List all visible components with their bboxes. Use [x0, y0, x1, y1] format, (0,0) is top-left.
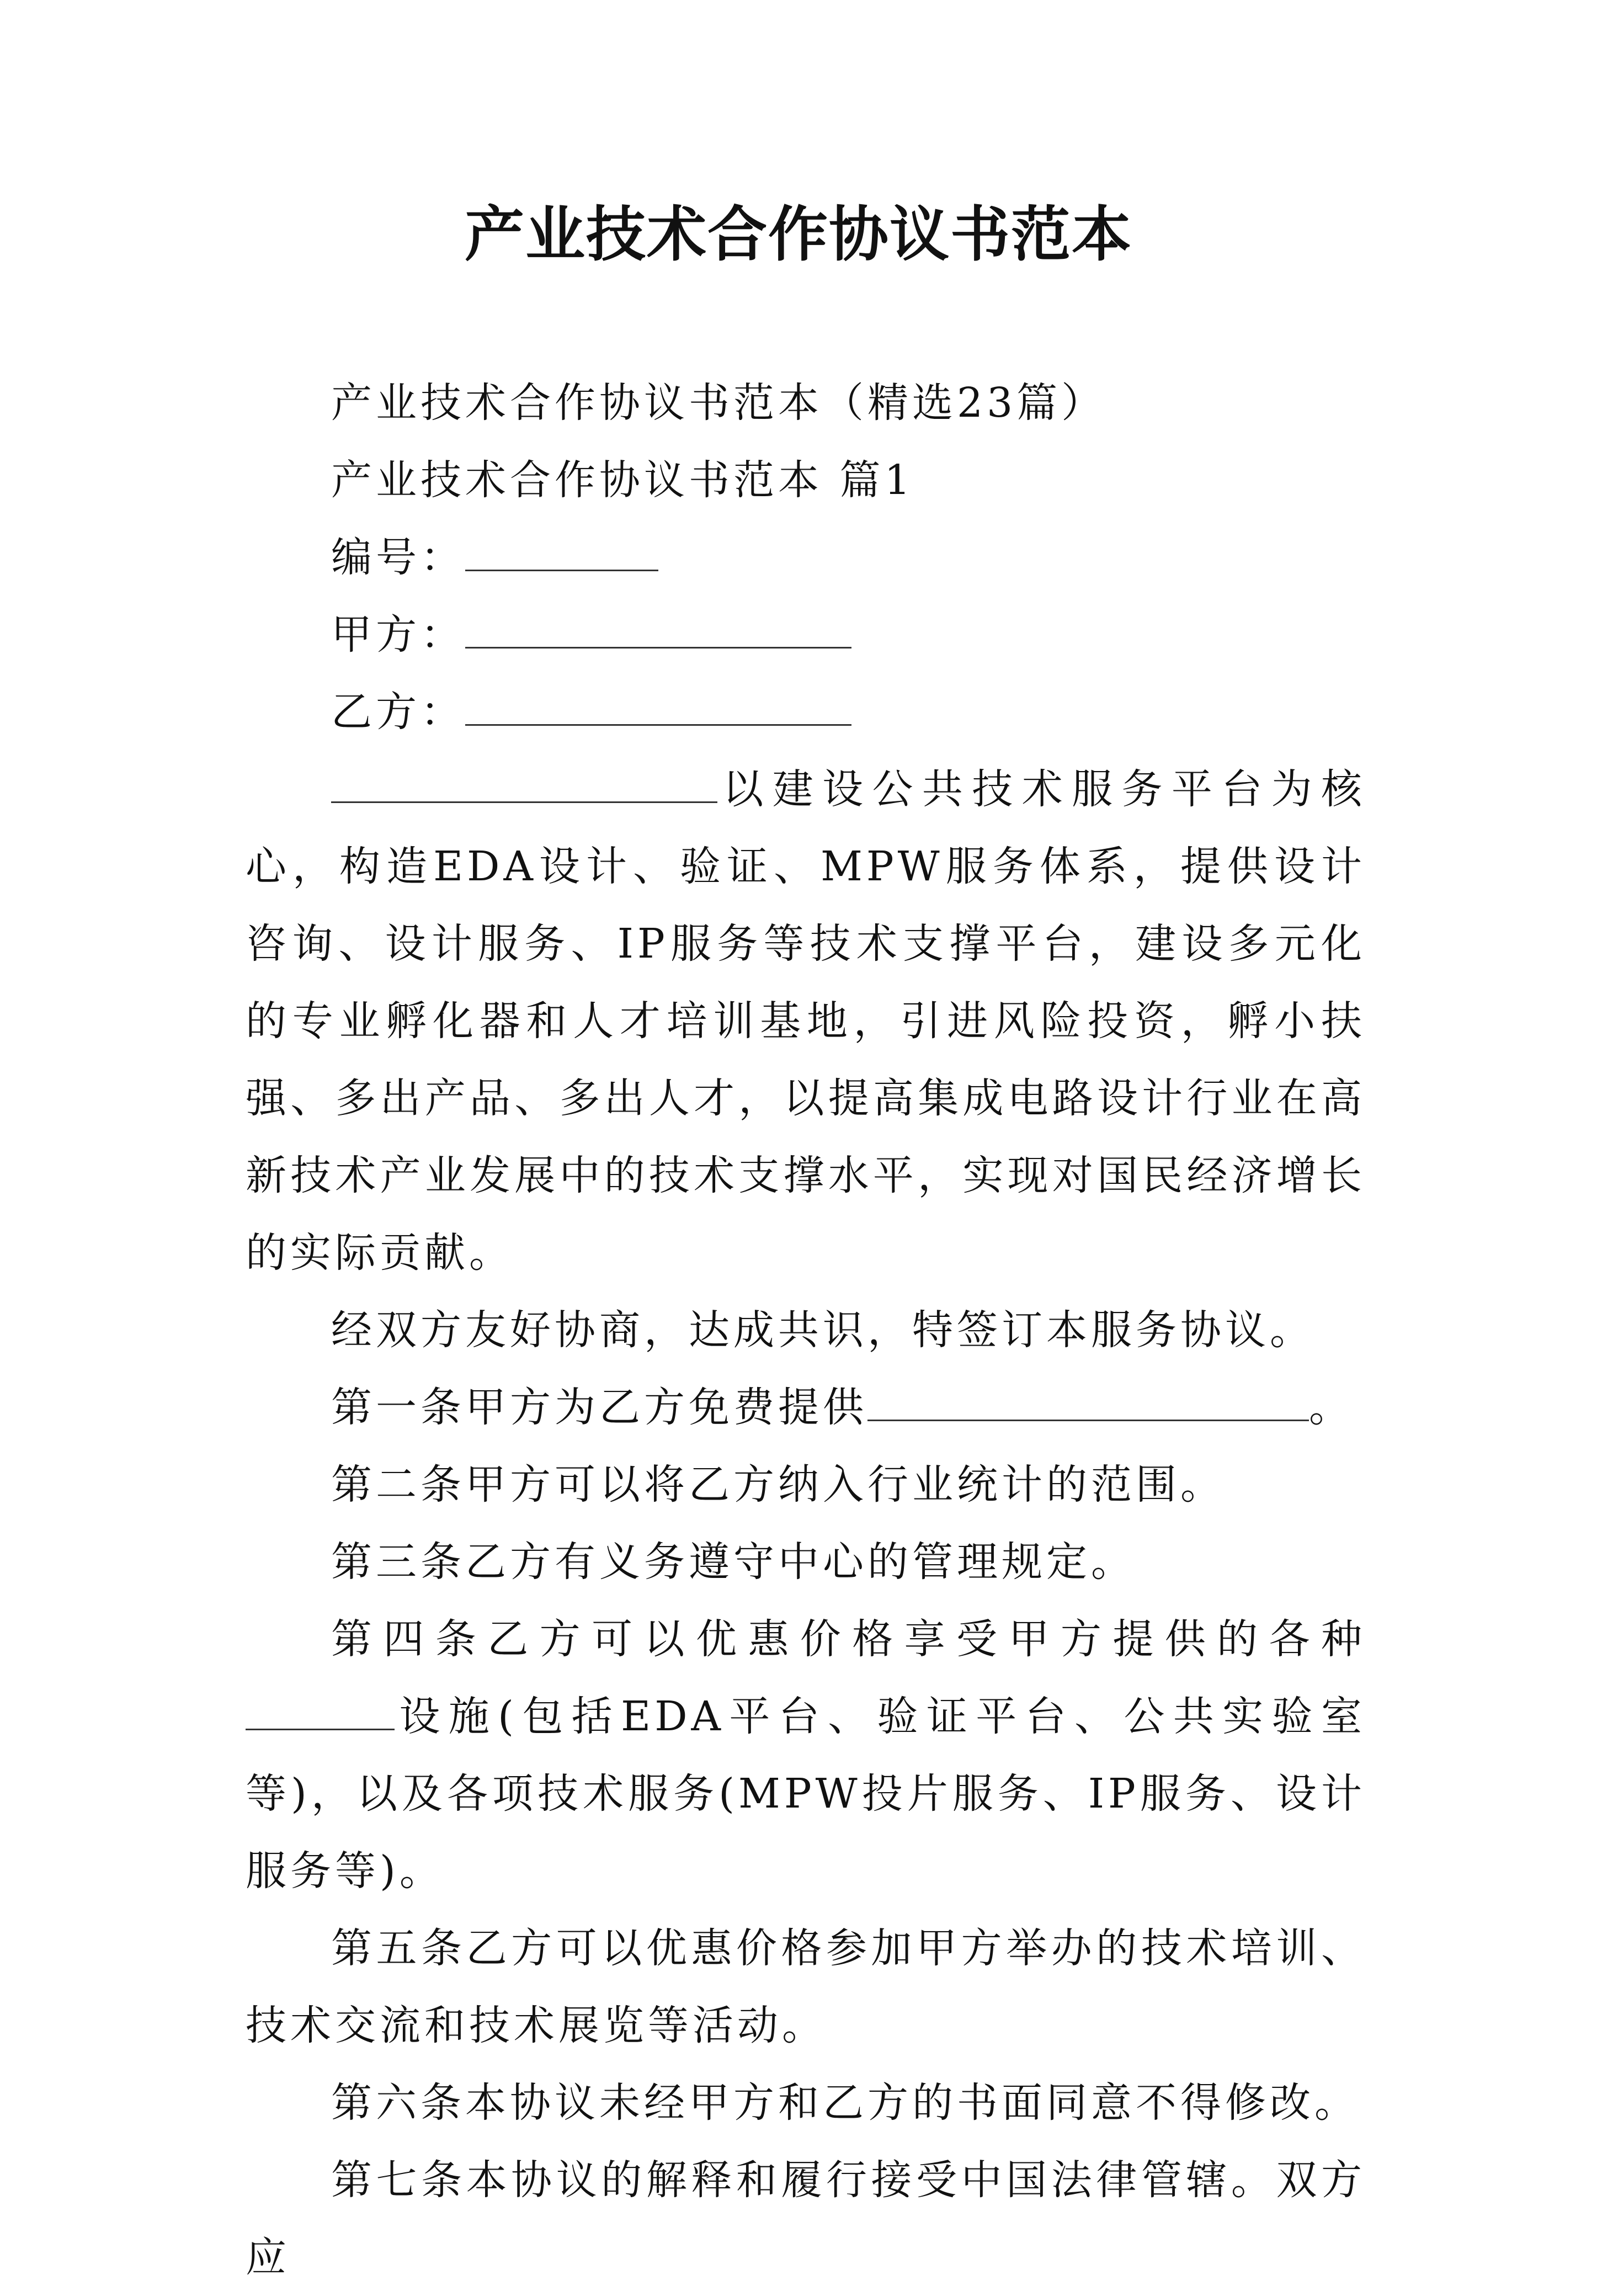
- consensus-paragraph: 经双方友好协商，达成共识，特签订本服务协议。: [331, 1306, 1314, 1354]
- article-4: [246, 1601, 1366, 1910]
- article-1: [246, 1369, 1366, 1446]
- number-label: 编号：: [331, 534, 465, 581]
- article-7: 第七条本协议的解释和履行接受中国法律管辖。双方应: [246, 2156, 1366, 2281]
- article-3: 第三条乙方有义务遵守中心的管理规定。: [331, 1538, 1136, 1586]
- number-field: [246, 519, 1366, 596]
- party-a-label: 甲方：: [331, 611, 465, 658]
- number-blank: [465, 535, 658, 571]
- subtitle: 产业技术合作协议书范本（精选23篇）: [331, 379, 1106, 427]
- article-2: 第二条甲方可以将乙方纳入行业统计的范围。: [331, 1461, 1225, 1508]
- document-title: 产业技术合作协议书范本: [464, 200, 1132, 269]
- section-heading: 产业技术合作协议书范本 篇1: [331, 456, 914, 504]
- article-4-blank: [246, 1694, 395, 1730]
- article-1-end: 。: [1309, 1384, 1354, 1431]
- article-4-rest: 设施(包括EDA平台、验证平台、公共实验室等)，以及各项技术服务(MPW投片服务、IP服务、设计服务等)。: [246, 1693, 1366, 1895]
- article-1-blank: [867, 1385, 1309, 1421]
- party-a-field: [246, 596, 1366, 673]
- intro-blank: [331, 767, 717, 803]
- article-5: 第五条乙方可以优惠价格参加甲方举办的技术培训、技术交流和技术展览等活动。: [246, 1925, 1366, 2049]
- party-b-field: [246, 673, 1366, 751]
- article-1-text: 第一条甲方为乙方免费提供: [331, 1384, 867, 1431]
- party-a-blank: [465, 613, 851, 649]
- party-b-label: 乙方：: [331, 688, 465, 736]
- party-b-blank: [465, 690, 851, 726]
- intro-text: 以建设公共技术服务平台为核心，构造EDA设计、验证、MPW服务体系，提供设计咨询、设计服务、IP服务等技术支撑平台，建设多元化的专业孵化器和人才培训基地，引进风险投资，孵小扶强、多出产品、多出人才，以提高集成电路设计行业在高新技术产业发展中的技术支撑水平，实现对国民经济增长的实际贡献。: [246, 766, 1366, 1277]
- article-4-text: 第四条乙方可以优惠价格享受甲方提供的各种: [331, 1615, 1366, 1663]
- article-6: 第六条本协议未经甲方和乙方的书面同意不得修改。: [331, 2079, 1359, 2127]
- document-body: [246, 364, 1366, 2296]
- intro-paragraph: [246, 751, 1366, 1292]
